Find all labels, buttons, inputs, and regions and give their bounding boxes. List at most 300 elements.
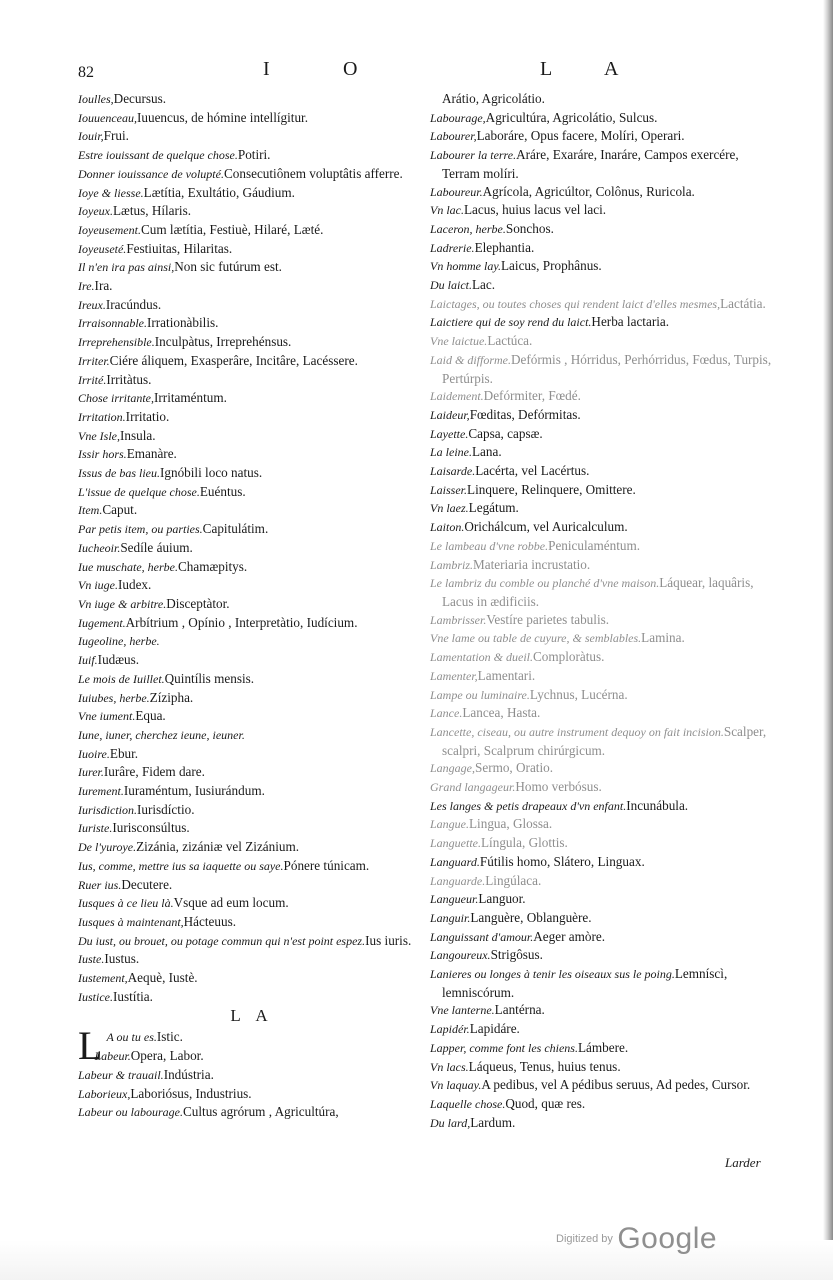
- headword: Laictiere qui de soy rend du laict.: [430, 315, 592, 330]
- dictionary-entry: [78, 501, 426, 520]
- definition: Laicus, Prophânus.: [501, 258, 602, 274]
- headword: De l'yuroye.: [78, 840, 137, 855]
- headword: Vne iument.: [78, 709, 136, 724]
- dictionary-entry: [78, 408, 426, 427]
- dictionary-entry: [430, 834, 775, 853]
- dictionary-entry: [430, 313, 775, 332]
- dictionary-entry: [430, 872, 775, 891]
- definition: Hácteuus.: [183, 913, 237, 929]
- definition: Decursus.: [113, 91, 167, 106]
- headword: A ou tu es.: [106, 1030, 157, 1045]
- headword: Du iust, ou brouet, ou potage commun qui n'est point espez.: [78, 933, 366, 948]
- headword: Vne lanterne.: [430, 1003, 495, 1018]
- definition: Sermo, Oratio.: [475, 760, 554, 776]
- definition: Cum lætítia, Festiuè, Hilaré, Læté.: [140, 221, 324, 237]
- dictionary-entry: [78, 389, 426, 408]
- headword: Issus de bas lieu.: [78, 466, 160, 481]
- dictionary-entry: [78, 558, 426, 577]
- dictionary-entry: [430, 815, 775, 834]
- dictionary-entry: [78, 857, 426, 876]
- dictionary-entry: [430, 239, 775, 258]
- headword: Lapper, comme font les chiens.: [430, 1040, 578, 1055]
- dictionary-entry: [78, 950, 426, 969]
- headword: Grand langageur.: [430, 780, 516, 795]
- dictionary-entry: [430, 257, 775, 276]
- definition: Láquear, laquâris, Lacus in ædificiis.: [442, 575, 754, 609]
- headword: Laquelle chose.: [430, 1096, 506, 1111]
- definition: Vsque ad eum locum.: [173, 895, 289, 911]
- definition: Láqueus, Tenus, huius tenus.: [468, 1058, 621, 1074]
- headword: Iuriste.: [78, 821, 113, 836]
- headword: Labeur.: [94, 1049, 131, 1064]
- headword: Par petis item, ou parties.: [78, 522, 203, 537]
- definition: Arátio, Agricolátio.: [442, 91, 545, 106]
- definition: Lingúlaca.: [485, 872, 542, 888]
- dictionary-entry: [78, 427, 426, 446]
- definition: Incunábula.: [626, 797, 689, 813]
- definition: Língula, Glottis.: [481, 835, 568, 851]
- headword: Vne laictue.: [430, 334, 488, 349]
- dictionary-entry: [430, 425, 775, 444]
- definition: Scalper, scalpri, Scalprum chirúrgicum.: [442, 723, 767, 758]
- headword: Vne lame ou table de cuyure, & semblables.: [430, 631, 642, 646]
- definition: Comploràtus.: [533, 649, 605, 665]
- dictionary-entry: [78, 1047, 426, 1066]
- dictionary-entry: [78, 707, 426, 726]
- headword: Iuoire.: [78, 746, 110, 761]
- dictionary-entry: [78, 221, 426, 240]
- definition: Consecutiônem voluptâtis afferre.: [223, 165, 403, 181]
- definition: Linquere, Relinquere, Omittere.: [467, 481, 636, 497]
- definition: Fútilis homo, Slátero, Linguax.: [479, 853, 645, 869]
- definition: Frui.: [103, 128, 129, 144]
- headword: Languir.: [430, 910, 471, 925]
- headword: Item.: [78, 503, 103, 518]
- dictionary-entry: [430, 127, 775, 146]
- dictionary-entry: [430, 1076, 775, 1095]
- dictionary-entry: [430, 276, 775, 295]
- headword: Le mois de Iuillet.: [78, 671, 165, 686]
- left-entries: [78, 90, 426, 1006]
- definition: Ciére áliquem, Exasperâre, Incitâre, Lacéssere.: [109, 352, 358, 368]
- headword: Ladrerie.: [430, 240, 475, 255]
- definition: Elephantia.: [474, 239, 535, 255]
- headword: Languette.: [430, 836, 481, 851]
- dictionary-entry: [430, 928, 775, 947]
- dictionary-entry: [78, 595, 426, 614]
- dictionary-entry: [430, 499, 775, 518]
- headword: Lance.: [430, 706, 463, 721]
- dictionary-entry: [78, 801, 426, 820]
- headword: Layette.: [430, 426, 469, 441]
- dictionary-entry: [430, 1039, 775, 1058]
- dictionary-entry: [78, 464, 426, 483]
- dictionary-entry: [78, 1085, 426, 1104]
- headword: Le lambeau d'vne robbe.: [430, 538, 549, 553]
- dictionary-entry: [430, 946, 775, 965]
- headword: Iurisdiction.: [78, 802, 137, 817]
- headword: Iurer.: [78, 765, 104, 780]
- definition: Laboriósus, Industrius.: [130, 1085, 252, 1101]
- running-header: [0, 58, 833, 86]
- headword: Vn laez.: [430, 501, 469, 516]
- headword: Iugeoline, herbe.: [78, 634, 160, 649]
- headword: Laborieux,: [78, 1086, 131, 1101]
- headword: Laisser.: [430, 482, 468, 497]
- definition: Aequè, Iustè.: [127, 970, 198, 986]
- definition: Capsa, capsæ.: [468, 425, 543, 441]
- headword: Labeur & trauail.: [78, 1067, 164, 1082]
- left-column: [78, 90, 426, 1122]
- headword: Le lambriz du comble ou planché d'vne maison.: [430, 576, 660, 591]
- definition: Homo verbósus.: [515, 779, 602, 795]
- headword: Irritation.: [78, 409, 126, 424]
- headword: Labourer la terre.: [430, 148, 517, 163]
- headword: Langueur.: [430, 892, 479, 907]
- dictionary-entry: [430, 351, 775, 387]
- watermark-prefix: Digitized by: [556, 1233, 613, 1245]
- definition: Agrícola, Agricúltor, Colônus, Ruricola.: [482, 183, 695, 199]
- dictionary-entry: [430, 537, 775, 556]
- header-letter: I: [263, 58, 272, 80]
- headword: Langage,: [430, 761, 475, 776]
- dictionary-entry: [78, 932, 426, 951]
- dictionary-entry: [430, 295, 775, 314]
- headword: Lambrisser.: [430, 612, 487, 627]
- dictionary-entry: [430, 220, 775, 239]
- headword: Lapidér.: [430, 1022, 470, 1037]
- definition: Sonchos.: [505, 220, 554, 236]
- definition: Caput.: [102, 502, 138, 518]
- definition: Quintílis mensis.: [164, 670, 255, 686]
- header-letter: O: [343, 58, 360, 80]
- definition: Potiri.: [237, 147, 271, 163]
- headword: Languissant d'amour.: [430, 929, 534, 944]
- definition: Decutere.: [121, 876, 173, 892]
- definition: Irrationàbilis.: [147, 315, 219, 331]
- definition: Iudex.: [118, 577, 152, 593]
- dictionary-entry: [78, 651, 426, 670]
- headword: Iouir,: [78, 129, 104, 144]
- dictionary-entry: [430, 146, 775, 182]
- dictionary-entry: [430, 797, 775, 816]
- headword: Iusques à maintenant,: [78, 914, 184, 929]
- dictionary-entry: [78, 1103, 426, 1122]
- headword: Ioyeux.: [78, 204, 113, 219]
- headword: Du lard,: [430, 1115, 471, 1130]
- headword: Iusques à ce lieu là.: [78, 896, 174, 911]
- dictionary-entry: [78, 614, 426, 633]
- dictionary-entry: [430, 1095, 775, 1114]
- definition: Lamentari.: [477, 667, 536, 683]
- dictionary-entry: [78, 745, 426, 764]
- headword: Chose irritante,: [78, 391, 155, 406]
- definition: Non sic futúrum est.: [174, 259, 282, 275]
- left-la-entries: [78, 1047, 426, 1122]
- dictionary-entry: [430, 387, 775, 406]
- headword: L'issue de quelque chose.: [78, 484, 200, 499]
- dictionary-entry: [78, 670, 426, 689]
- definition: Ius iuris.: [365, 932, 412, 948]
- definition: Iustus.: [104, 951, 140, 967]
- header-letter: A: [604, 58, 621, 80]
- dictionary-entry: [78, 1066, 426, 1085]
- headword: Vn lac.: [430, 203, 464, 218]
- dictionary-entry: [430, 648, 775, 667]
- headword: Ioye & liesse.: [78, 185, 144, 200]
- headword: Lambriz.: [430, 557, 474, 572]
- definition: Iudæus.: [97, 652, 140, 668]
- header-letter: L: [540, 58, 555, 80]
- right-entries: [430, 90, 775, 1132]
- definition: Agricultúra, Agricolátio, Sulcus.: [485, 109, 658, 125]
- definition: Aeger amòre.: [533, 928, 606, 944]
- dictionary-entry: [430, 332, 775, 351]
- dictionary-entry: [78, 894, 426, 913]
- headword: Irriter.: [78, 353, 110, 368]
- headword: Lampe ou luminaire.: [430, 687, 530, 702]
- definition: Lamina.: [641, 630, 685, 646]
- dictionary-entry: [430, 518, 775, 537]
- headword: Iurement.: [78, 784, 124, 799]
- headword: Ioulles,: [78, 92, 114, 106]
- definition: Lana.: [472, 444, 502, 460]
- definition: Irritaméntum.: [154, 390, 227, 406]
- headword: Laidement.: [430, 389, 484, 404]
- definition: Zizánia, zizániæ vel Zizánium.: [136, 839, 300, 855]
- definition: Lætítia, Exultátio, Gáudium.: [143, 184, 295, 200]
- definition: Aráre, Exaráre, Inaráre, Campos exercére, Terram molíri.: [442, 147, 739, 181]
- dictionary-entry: [78, 483, 426, 502]
- definition: Laboráre, Opus facere, Molíri, Operari.: [476, 128, 685, 144]
- dictionary-entry: [430, 667, 775, 686]
- definition: Defórmis , Hórridus, Perhórridus, Fœdus, Turpis, Pertúrpis.: [442, 351, 772, 386]
- dictionary-entry: [78, 520, 426, 539]
- dictionary-entry: [78, 763, 426, 782]
- dictionary-entry: [430, 1020, 775, 1039]
- definition: Iurâre, Fidem dare.: [103, 764, 205, 780]
- dictionary-entry: [78, 913, 426, 932]
- dictionary-entry: [430, 778, 775, 797]
- definition: Zízipha.: [149, 689, 194, 705]
- definition: Istic.: [156, 1029, 183, 1045]
- definition: Ignóbili loco natus.: [160, 465, 263, 481]
- definition: Pónere túnicam.: [283, 857, 370, 873]
- headword: Estre iouissant de quelque chose.: [78, 148, 238, 163]
- definition: Lychnus, Lucérna.: [529, 686, 628, 702]
- definition: Fœditas, Defórmitas.: [469, 406, 581, 422]
- definition: Quod, quæ res.: [505, 1095, 586, 1111]
- definition: Languère, Oblanguère.: [470, 909, 592, 925]
- headword: Iucheoir.: [78, 540, 121, 555]
- definition: Iuuencus, de hómine intellígitur.: [136, 109, 309, 125]
- definition: Lantérna.: [494, 1002, 545, 1018]
- dictionary-entry: [78, 838, 426, 857]
- dictionary-entry: [78, 726, 426, 745]
- definition: Ira.: [94, 278, 113, 294]
- headword: Ruer ius.: [78, 877, 122, 892]
- headword: Iustement,: [78, 971, 128, 986]
- definition: Iurisdíctio.: [137, 801, 195, 817]
- definition: Festiuitas, Hilaritas.: [126, 240, 233, 256]
- definition: Iuraméntum, Iusiurándum.: [123, 783, 265, 799]
- headword: Iugement.: [78, 615, 126, 630]
- definition: Strigôsus.: [490, 947, 543, 963]
- headword: Vn lacs.: [430, 1059, 469, 1074]
- headword: Ioyeuseté.: [78, 241, 127, 256]
- dictionary-entry: [430, 90, 775, 109]
- definition: Chamæpitys.: [177, 558, 248, 574]
- headword: Irrité.: [78, 372, 107, 387]
- headword: Vn iuge & arbitre.: [78, 596, 167, 611]
- dictionary-entry: [78, 277, 426, 296]
- definition: Lætus, Hílaris.: [112, 203, 192, 219]
- dictionary-entry: [430, 109, 775, 128]
- dictionary-entry: [78, 165, 426, 184]
- digitization-watermark: [556, 1222, 717, 1256]
- dictionary-entry: [430, 574, 775, 610]
- headword: Langue.: [430, 817, 469, 832]
- dictionary-entry: [430, 611, 775, 630]
- dictionary-entry: [430, 853, 775, 872]
- definition: Capitulátim.: [202, 521, 269, 537]
- dictionary-entry: [78, 90, 426, 109]
- headword: Laideur,: [430, 407, 470, 422]
- headword: Donner iouissance de volupté.: [78, 166, 224, 181]
- definition: Inculpàtus, Irreprehénsus.: [154, 334, 292, 350]
- definition: Indústria.: [163, 1066, 214, 1082]
- headword: Iuif.: [78, 653, 98, 668]
- dictionary-entry: [430, 965, 775, 1001]
- definition: Emanàre.: [126, 446, 177, 462]
- dictionary-entry: [78, 333, 426, 352]
- dictionary-entry: [78, 184, 426, 203]
- dictionary-entry: [430, 1058, 775, 1077]
- definition: Sedíle áuium.: [120, 539, 193, 555]
- page-number: 82: [78, 64, 94, 81]
- headword: Irraisonnable.: [78, 316, 147, 331]
- headword: Ioyeusement.: [78, 222, 141, 237]
- dictionary-entry: [430, 406, 775, 425]
- dictionary-entry: [430, 1114, 775, 1133]
- definition: Lemníscì, lemniscórum.: [442, 966, 728, 1000]
- headword: Laid & difforme.: [430, 352, 512, 367]
- dictionary-entry: [78, 539, 426, 558]
- dictionary-entry: [78, 314, 426, 333]
- definition: Lacérta, vel Lacértus.: [475, 463, 590, 479]
- dictionary-entry: [78, 240, 426, 259]
- definition: Opera, Labor.: [130, 1048, 204, 1064]
- dictionary-entry: [430, 759, 775, 778]
- definition: Herba lactaria.: [591, 314, 670, 330]
- definition: Lingua, Glossa.: [469, 816, 553, 832]
- definition: Materiaria incrustatio.: [473, 556, 591, 572]
- dictionary-entry: [430, 556, 775, 575]
- dictionary-entry: [78, 352, 426, 371]
- headword: Vne Isle,: [78, 428, 120, 443]
- definition: Lac.: [472, 277, 496, 293]
- headword: Laboureur.: [430, 184, 483, 199]
- dictionary-entry: [78, 296, 426, 315]
- dictionary-entry: [78, 689, 426, 708]
- section-heading: L A: [230, 1006, 274, 1026]
- definition: Lapidáre.: [469, 1021, 520, 1037]
- headword: Ire.: [78, 279, 95, 294]
- dictionary-entry: [430, 462, 775, 481]
- headword: Iue muschate, herbe.: [78, 559, 178, 574]
- right-column: [430, 90, 775, 1132]
- definition: Vestíre parietes tabulis.: [486, 611, 610, 627]
- dictionary-entry: [78, 202, 426, 221]
- dictionary-entry: [78, 782, 426, 801]
- definition: Equa.: [135, 708, 166, 724]
- headword: Languarde.: [430, 873, 486, 888]
- headword: La leine.: [430, 445, 472, 460]
- headword: Issir hors.: [78, 447, 127, 462]
- headword: Les langes & petis drapeaux d'vn enfant.: [430, 798, 627, 813]
- dictionary-entry: [430, 890, 775, 909]
- definition: Lancea, Hasta.: [462, 705, 541, 721]
- headword: Iuste.: [78, 952, 105, 967]
- headword: Il n'en ira pas ainsi,: [78, 260, 175, 275]
- definition: Lámbere.: [577, 1039, 629, 1055]
- definition: Legátum.: [468, 500, 519, 516]
- definition: Cultus agrórum , Agricultúra,: [183, 1104, 339, 1120]
- headword: Vn laquay.: [430, 1078, 482, 1093]
- dictionary-entry: [78, 876, 426, 895]
- dictionary-entry: [78, 146, 426, 165]
- definition: Disceptàtor.: [166, 595, 230, 611]
- headword: Ius, comme, mettre ius sa iaquette ou saye.: [78, 858, 284, 873]
- definition: Arbítrium , Opínio , Interpretàtio, Iudícium.: [125, 614, 358, 630]
- dictionary-entry: [78, 632, 426, 651]
- headword: Irreprehensible.: [78, 335, 155, 350]
- headword: Iune, iuner, cherchez ieune, ieuner.: [78, 727, 245, 742]
- headword: Labourage,: [430, 110, 486, 125]
- headword: Vn iuge.: [78, 578, 118, 593]
- dictionary-entry: [430, 704, 775, 723]
- headword: Iustice.: [78, 989, 113, 1004]
- headword: Laisarde.: [430, 464, 476, 479]
- dictionary-entry: [430, 629, 775, 648]
- dictionary-entry: [78, 969, 426, 988]
- dictionary-entry: [78, 127, 426, 146]
- headword: Languard.: [430, 854, 480, 869]
- dictionary-entry: [430, 443, 775, 462]
- definition: Orichálcum, vel Auricalculum.: [464, 519, 628, 535]
- headword: Iuiubes, herbe.: [78, 690, 150, 705]
- definition: Insula.: [119, 427, 156, 443]
- headword: Lancette, ciseau, ou autre instrument dequoy on fait incision.: [430, 724, 724, 739]
- headword: Langoureux.: [430, 948, 491, 963]
- headword: Lamenter,: [430, 668, 478, 683]
- definition: Lactátia.: [720, 295, 766, 311]
- headword: Laiton.: [430, 520, 465, 535]
- dictionary-entry: [430, 909, 775, 928]
- definition: Iracúndus.: [105, 296, 162, 312]
- definition: Iustítia.: [113, 988, 153, 1004]
- dictionary-entry: [78, 988, 426, 1007]
- headword: Vn homme lay.: [430, 259, 501, 274]
- definition: Peniculaméntum.: [548, 537, 641, 553]
- dictionary-entry: [430, 183, 775, 202]
- headword: Lanieres ou longes à tenir les oiseaux sus le poing.: [430, 967, 675, 982]
- headword: Labeur ou labourage.: [78, 1105, 183, 1120]
- headword: Laceron, herbe.: [430, 221, 506, 236]
- definition: Lacus, huius lacus vel laci.: [464, 202, 607, 218]
- catchword: Larder: [725, 1155, 761, 1170]
- google-logo: Google: [617, 1222, 718, 1255]
